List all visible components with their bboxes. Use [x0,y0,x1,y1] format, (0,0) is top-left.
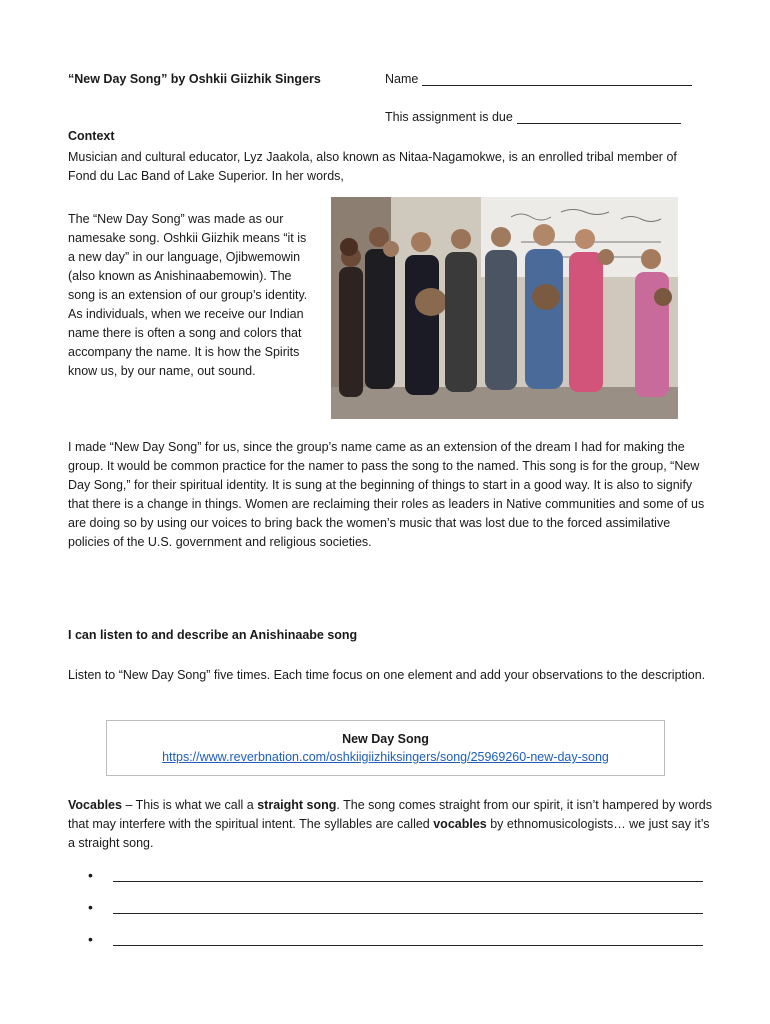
answer-blank[interactable] [113,945,703,946]
song-link[interactable]: https://www.reverbnation.com/oshkiigiizhiksingers/song/25969260-new-day-song [162,750,609,764]
group-photo-image [331,197,678,419]
vocables-text-2: . The song comes straight from our spirit, it isn’t hampered by words that may interfere with the spiritual intent. The syllables are called [68,798,713,831]
song-title: New Day Song [342,732,429,746]
activity-instructions: Listen to “New Day Song” five times. Each time focus on one element and add your observations to the description. [68,668,706,682]
bullet: • [88,867,93,883]
song-origin-paragraph: I made “New Day Song” for us, since the group’s name came as an extension of the dream I had for making the group. It would be common practice for the namer to pass the song to the named. This song is for the group, “New Day Song,” for their spiritual identity. It is sung at the beginning of things to start in a good way. It is also to signify that there is a change in things. Women are reclaiming their roles as leaders in Native communities and some of us are doing so by using our voices to bring back the women’s music that was lost due to the forced assimilative policies of the U.S. government and religious societies. [68,440,705,549]
answer-blank[interactable] [113,881,703,882]
quote-paragraph: The “New Day Song” was made as our namesake song. Oshkii Giizhik means “it is a new day” in our language, Ojibwemowin (also known as Anishinaabemowin). The song is an extension of our group’s identity. As individuals, when we receive our Indian name there is often a song and colors that accompany the name. It is how the Spirits know us, by our name, out sound. [68,212,308,378]
answer-line-3 [88,930,703,946]
song-link-box [106,720,665,776]
answer-blank[interactable] [113,913,703,914]
answer-line-2 [88,898,703,914]
straight-song-term: straight song [257,798,337,812]
due-field-row [385,110,681,124]
name-label: Name [385,72,419,86]
vocables-term: vocables [433,817,487,831]
bullet: • [88,899,93,915]
vocables-text-3: by ethnomusicologists… we just say it’s a straight song. [68,817,710,850]
assignment-title: “New Day Song” by Oshkii Giizhik Singers [68,72,321,86]
context-paragraph: Musician and cultural educator, Lyz Jaakola, also known as Nitaa-Nagamokwe, is an enrolled tribal member of Fond du Lac Band of Lake Superior. In her words, [68,150,677,183]
group-photo [331,197,678,419]
answer-line-1 [88,866,703,882]
vocables-text-1: – This is what we call a [121,798,258,812]
name-blank-line[interactable] [422,72,692,86]
bullet: • [88,931,93,947]
vocables-paragraph [68,796,718,853]
vocables-label: Vocables [68,798,122,812]
name-field-row [385,72,692,86]
activity-heading: I can listen to and describe an Anishinaabe song [68,628,358,642]
context-heading: Context [68,129,115,143]
due-blank-line[interactable] [517,110,681,124]
due-label: This assignment is due [385,110,513,124]
